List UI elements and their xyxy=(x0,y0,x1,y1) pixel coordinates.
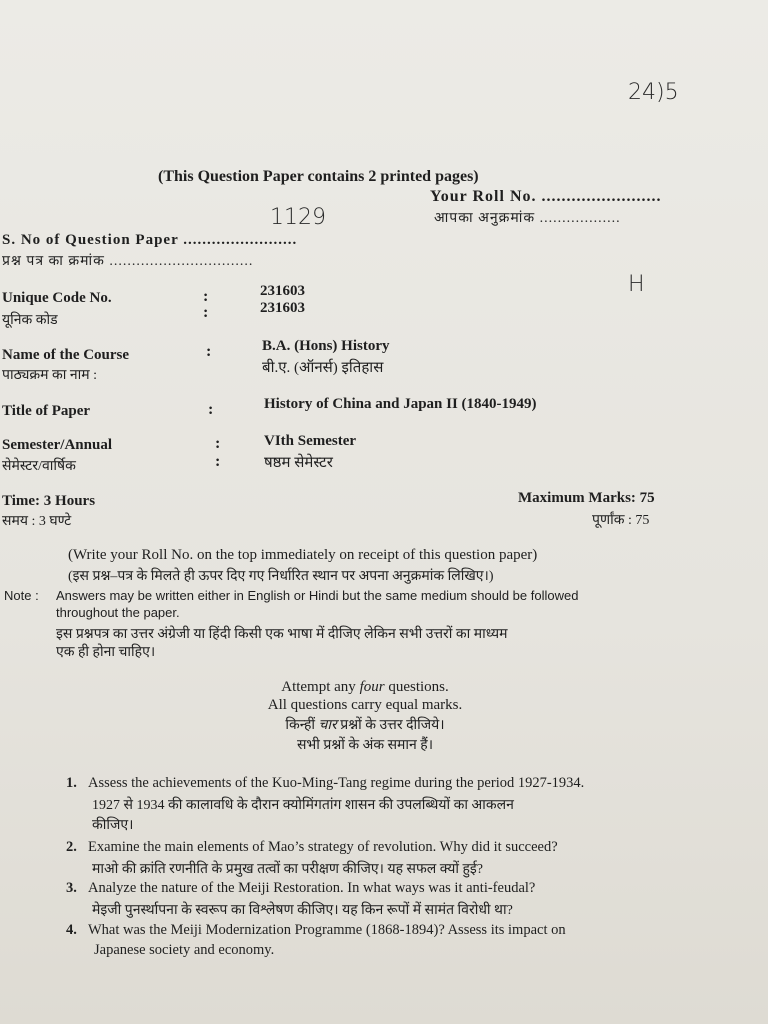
handwritten-corner-number: 24)5 xyxy=(628,80,679,105)
serial-no-label: S. No of Question Paper ........................ xyxy=(2,232,298,248)
question-text: What was the Meiji Modernization Programme (1868-1894)? Assess its impact on xyxy=(88,922,566,938)
unique-code-value-hindi: 231603 xyxy=(260,300,305,316)
attempt-instruction xyxy=(200,679,530,696)
time-label: Time: 3 Hours xyxy=(2,493,96,509)
attempt-hindi-count: चार xyxy=(318,718,337,733)
question-text: Analyze the nature of the Meiji Restoration. In what ways was it anti-feudal? xyxy=(88,880,536,896)
note-text-line-2: throughout the paper. xyxy=(56,605,180,620)
question-2 xyxy=(66,839,558,856)
semester-value: VIth Semester xyxy=(264,433,357,449)
roll-instruction: (Write your Roll No. on the top immediately on receipt of this question paper) xyxy=(68,547,538,563)
attempt-hindi-start: किन्हीं xyxy=(285,718,319,733)
question-1-hindi-line-2: कीजिए। xyxy=(92,818,134,833)
question-number: 2. xyxy=(66,839,77,855)
course-value: B.A. (Hons) History xyxy=(262,338,390,354)
note-hindi-line-1: इस प्रश्नपत्र का उत्तर अंग्रेजी या हिंदी किसी एक भाषा में दीजिए लेकिन सभी उत्तरों का माध्यम xyxy=(56,627,508,642)
question-4-line-2: Japanese society and economy. xyxy=(94,942,275,958)
question-text: Assess the achievements of the Kuo-Ming-Tang regime during the period 1927-1934. xyxy=(88,775,585,791)
attempt-count: four xyxy=(359,679,385,695)
question-3 xyxy=(66,880,535,897)
attempt-text-start: Attempt any xyxy=(281,679,360,695)
serial-no-label-hindi: प्रश्न पत्र का क्रमांक ................................ xyxy=(2,254,254,269)
semester-value-hindi: षष्ठम सेमेस्टर xyxy=(264,455,333,471)
note-hindi-line-2: एक ही होना चाहिए। xyxy=(56,645,156,660)
equal-marks-instruction-hindi: सभी प्रश्नों के अंक समान हैं। xyxy=(296,738,434,753)
time-label-hindi: समय : 3 घण्टे xyxy=(2,514,72,529)
unique-code-colon-2: : xyxy=(203,304,209,321)
note-text-line-1: Answers may be written either in English or Hindi but the same medium should be followed xyxy=(56,588,579,603)
roll-instruction-hindi: (इस प्रश्न–पत्र के मिलते ही ऊपर दिए गए निर्धारित स्थान पर अपना अनुक्रमांक लिखिए।) xyxy=(68,569,494,584)
question-1-hindi-line-1: 1927 से 1934 की कालावधि के दौरान क्योमिंगतांग शासन की उपलब्धियों का आकलन xyxy=(92,798,514,813)
unique-code-value: 231603 xyxy=(260,283,305,299)
unique-code-label-hindi: यूनिक कोड xyxy=(2,313,58,328)
max-marks-label: Maximum Marks: 75 xyxy=(518,490,655,506)
question-4 xyxy=(66,922,566,939)
unique-code-colon: : xyxy=(203,288,209,305)
paper-title-label: Title of Paper xyxy=(2,403,91,419)
paper-title-colon: : xyxy=(208,401,214,418)
semester-colon-2: : xyxy=(215,453,221,470)
course-colon: : xyxy=(206,343,212,360)
max-marks-label-hindi: पूर्णांक : 75 xyxy=(592,513,650,528)
attempt-instruction-hindi xyxy=(200,715,530,734)
question-3-hindi: मेइजी पुनर्स्थापना के स्वरूप का विश्लेषण कीजिए। यह किन रूपों में सामंत विरोधी था? xyxy=(92,903,513,918)
question-1 xyxy=(66,775,584,792)
roll-no-label: Your Roll No. ........................ xyxy=(430,188,662,205)
pages-notice: (This Question Paper contains 2 printed pages) xyxy=(158,168,479,185)
course-label-hindi: पाठ्यक्रम का नाम : xyxy=(2,368,98,383)
semester-label: Semester/Annual xyxy=(2,437,112,453)
handwritten-serial-number: 1129 xyxy=(270,205,326,230)
question-2-hindi: माओ की क्रांति रणनीति के प्रमुख तत्वों का परीक्षण कीजिए। यह सफल क्यों हुई? xyxy=(92,862,484,877)
paper-title-value: History of China and Japan II (1840-1949) xyxy=(264,396,537,412)
roll-no-label-hindi: आपका अनुक्रमांक .................. xyxy=(434,211,621,226)
equal-marks-instruction: All questions carry equal marks. xyxy=(267,697,463,713)
attempt-text-end: questions. xyxy=(384,679,449,695)
semester-colon: : xyxy=(215,435,221,452)
attempt-hindi-end: प्रश्नों के उत्तर दीजिये। xyxy=(336,718,445,733)
handwritten-set-letter: H xyxy=(628,272,645,297)
question-text: Examine the main elements of Mao’s strategy of revolution. Why did it succeed? xyxy=(88,839,558,855)
question-number: 3. xyxy=(66,880,77,896)
question-number: 4. xyxy=(66,922,77,938)
course-value-hindi: बी.ए. (ऑनर्स) इतिहास xyxy=(262,360,384,376)
semester-label-hindi: सेमेस्टर/वार्षिक xyxy=(2,459,76,474)
question-number: 1. xyxy=(66,775,77,791)
unique-code-label: Unique Code No. xyxy=(2,290,112,306)
note-label: Note : xyxy=(4,588,39,603)
course-label: Name of the Course xyxy=(2,347,130,363)
